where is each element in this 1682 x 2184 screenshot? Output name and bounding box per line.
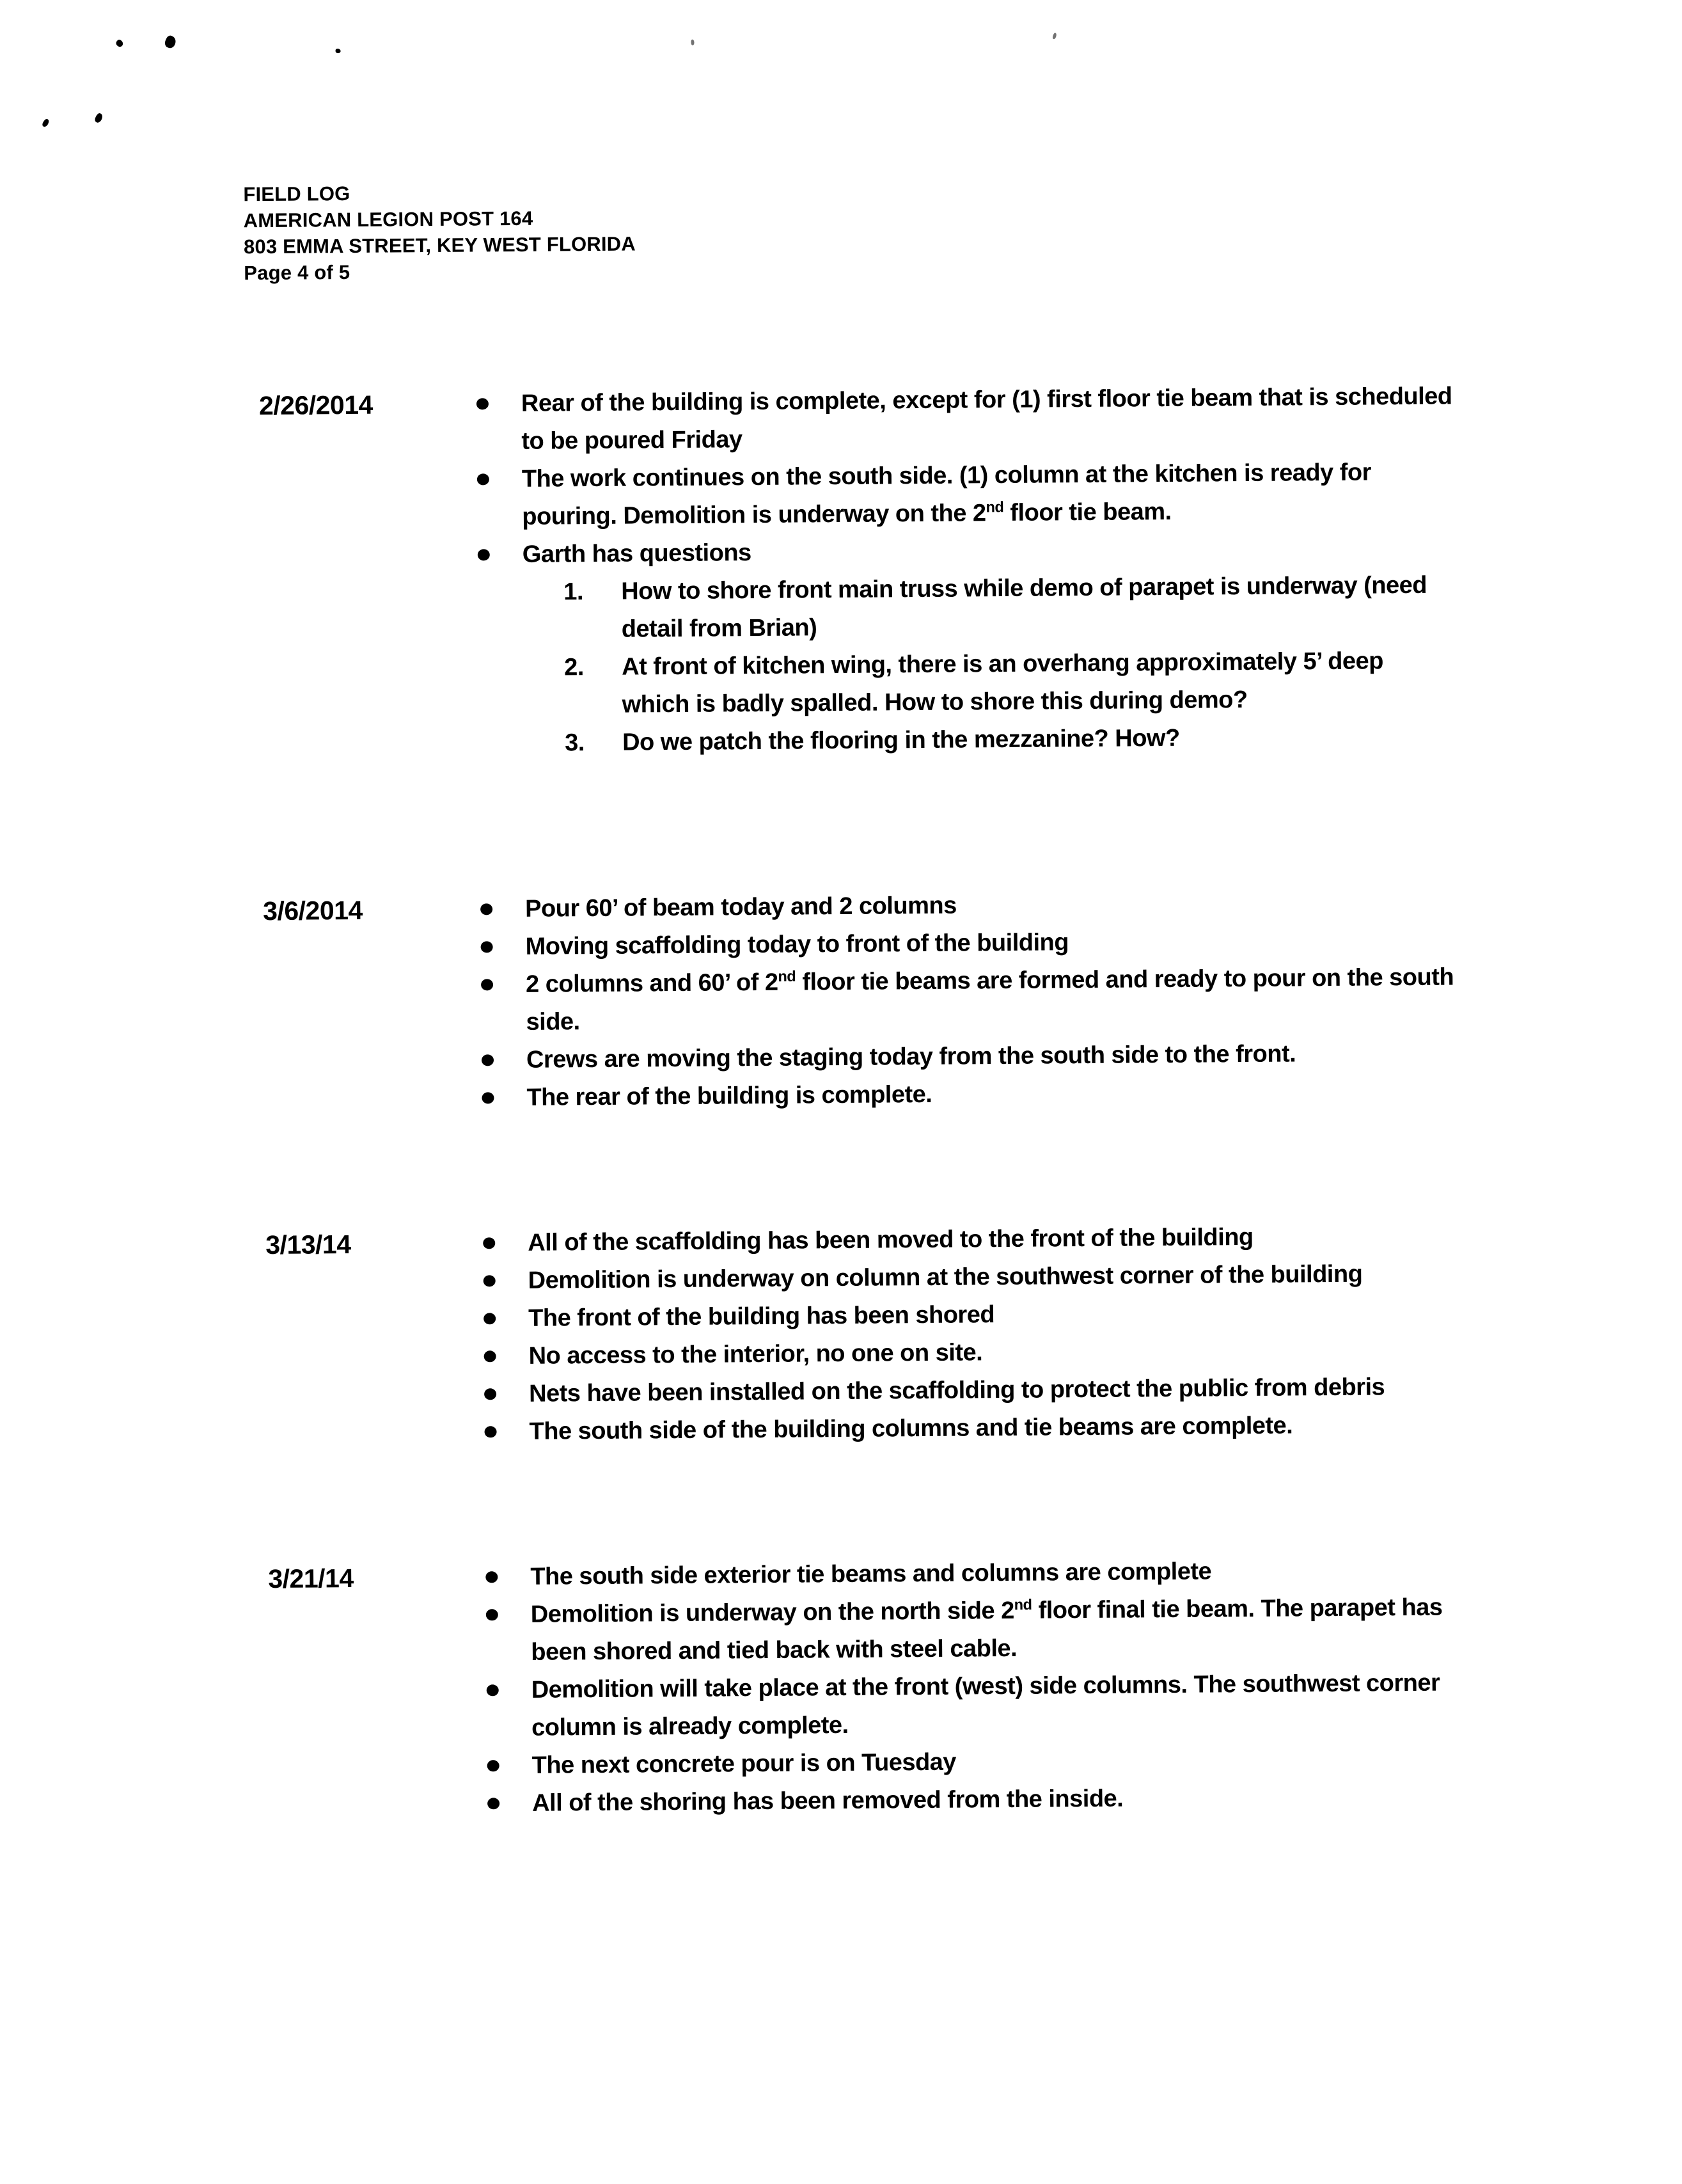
bullet-icon <box>482 1079 526 1104</box>
log-entry <box>263 883 1493 1119</box>
bullet-icon <box>486 1596 531 1621</box>
entry-date: 3/13/14 <box>265 1230 351 1260</box>
entry-item-list <box>480 883 1493 1117</box>
bullet-item-text: The next concrete pour is on Tuesday <box>531 1748 957 1779</box>
document-organization: AMERICAN LEGION POST 164 <box>243 207 533 232</box>
log-entry <box>265 1217 1495 1453</box>
bullet-item-text: The rear of the building is complete. <box>526 1080 932 1111</box>
entry-item-list <box>485 1551 1498 1823</box>
scan-speck <box>691 40 694 45</box>
log-entries <box>259 377 1498 1824</box>
bullet-item-text: Demolition is underway on column at the southwest corner of the building <box>528 1260 1363 1294</box>
bullet-item-text: The front of the building has been shored <box>528 1301 995 1332</box>
log-entry <box>259 377 1490 764</box>
document-header <box>243 178 636 286</box>
bullet-item-text: 2 columns and 60’ of 2nd floor tie beams are formed and ready to pour on the south side. <box>525 963 1454 1036</box>
bullet-item-text: Pour 60’ of beam today and 2 columns <box>524 892 957 922</box>
bullet-item-text: All of the scaffolding has been moved to the front of the building <box>528 1223 1254 1256</box>
bullet-icon <box>480 890 525 915</box>
bullet-item-text: No access to the interior, no one on site. <box>528 1339 983 1370</box>
bullet-item-text: Demolition will take place at the front (west) side columns. The southwest corner column is already complete. <box>531 1669 1440 1741</box>
entry-item-list <box>476 377 1490 763</box>
numbered-item-text: At front of kitchen wing, there is an overhang approximately 5’ deep which is badly spalled. How to shore this during demo? <box>622 647 1384 718</box>
bullet-item-text: Moving scaffolding today to front of the building <box>525 929 1069 960</box>
bullet-icon <box>485 1558 530 1583</box>
bullet-item <box>487 1777 1498 1823</box>
bullet-item-text: Rear of the building is complete, except for (1) first floor tie beam that is scheduled to be poured Friday <box>521 383 1452 455</box>
scan-speck <box>115 38 125 48</box>
numbered-item-text: Do we patch the flooring in the mezzanine? How? <box>622 724 1180 756</box>
entry-date: 3/6/2014 <box>262 895 363 926</box>
bullet-icon <box>487 1672 531 1697</box>
bullet-icon <box>484 1375 529 1400</box>
bullet-item <box>477 453 1488 536</box>
bullet-icon <box>487 1785 532 1810</box>
scan-speck <box>93 113 104 124</box>
document-address: 803 EMMA STREET, KEY WEST FLORIDA <box>243 232 636 258</box>
bullet-icon <box>478 536 523 561</box>
bullet-item-text: All of the shoring has been removed from the inside. <box>531 1785 1124 1817</box>
entry-date: 2/26/2014 <box>258 390 373 421</box>
bullet-icon <box>480 928 525 953</box>
bullet-item-text: Crews are moving the staging today from the south side to the front. <box>526 1040 1296 1073</box>
bullet-item-text: The south side exterior tie beams and columns are complete <box>530 1558 1212 1590</box>
bullet-icon <box>482 1041 526 1066</box>
scan-speck <box>41 118 50 128</box>
bullet-item-text: The work continues on the south side. (1) column at the kitchen is ready for pouring. Demolition is underway on the 2nd floor tie beam. <box>521 459 1372 530</box>
bullet-icon <box>483 1338 528 1363</box>
scan-speck <box>1052 33 1057 40</box>
bullet-icon <box>476 385 521 410</box>
scan-speck <box>336 49 341 53</box>
numbered-item <box>565 717 1470 762</box>
bullet-icon <box>481 966 526 991</box>
entry-item-list <box>483 1217 1495 1451</box>
numbered-item-text: How to shore front main truss while demo of parapet is underway (need detail from Brian) <box>621 571 1427 643</box>
numbered-item-number: 3. <box>564 729 585 757</box>
bullet-item-text: The south side of the building columns and tie beams are complete. <box>529 1412 1293 1445</box>
bullet-item-text: Demolition is underway on the north side 2nd floor final tie beam. The parapet has been shored and tied back with steel cable. <box>530 1594 1443 1666</box>
bullet-icon <box>483 1224 528 1249</box>
bullet-item-text: Garth has questions 1. How to shore front main truss while demo of parapet is underway (need detail from Brian) 2. At front of kitchen wing, there is an overhang approximately 5’ deep which is badly spalled. How to shore this during demo? 3. Do we patch the flooring in the mezzanine? How? <box>523 528 1471 763</box>
scan-speck <box>163 35 177 50</box>
bullet-item <box>476 377 1488 461</box>
bullet-icon <box>483 1300 528 1325</box>
bullet-item <box>484 1405 1495 1451</box>
numbered-item <box>563 566 1470 649</box>
numbered-item-number: 2. <box>564 654 585 681</box>
bullet-icon <box>484 1413 529 1438</box>
numbered-item-number: 1. <box>563 578 584 606</box>
bullet-icon <box>483 1262 528 1287</box>
bullet-item <box>486 1588 1497 1672</box>
document-title: FIELD LOG <box>243 182 350 206</box>
page-number-label: Page 4 of 5 <box>244 260 350 285</box>
bullet-item <box>482 1072 1492 1117</box>
numbered-sublist <box>563 566 1470 762</box>
bullet-item <box>478 528 1490 763</box>
bullet-item <box>481 958 1492 1041</box>
log-entry <box>268 1551 1498 1824</box>
bullet-icon <box>487 1747 531 1772</box>
bullet-item-text: Nets have been installed on the scaffolding to protect the public from debris <box>528 1373 1385 1407</box>
bullet-icon <box>477 461 522 486</box>
entry-date: 3/21/14 <box>268 1563 354 1594</box>
bullet-item <box>487 1664 1498 1747</box>
numbered-item <box>564 642 1470 724</box>
